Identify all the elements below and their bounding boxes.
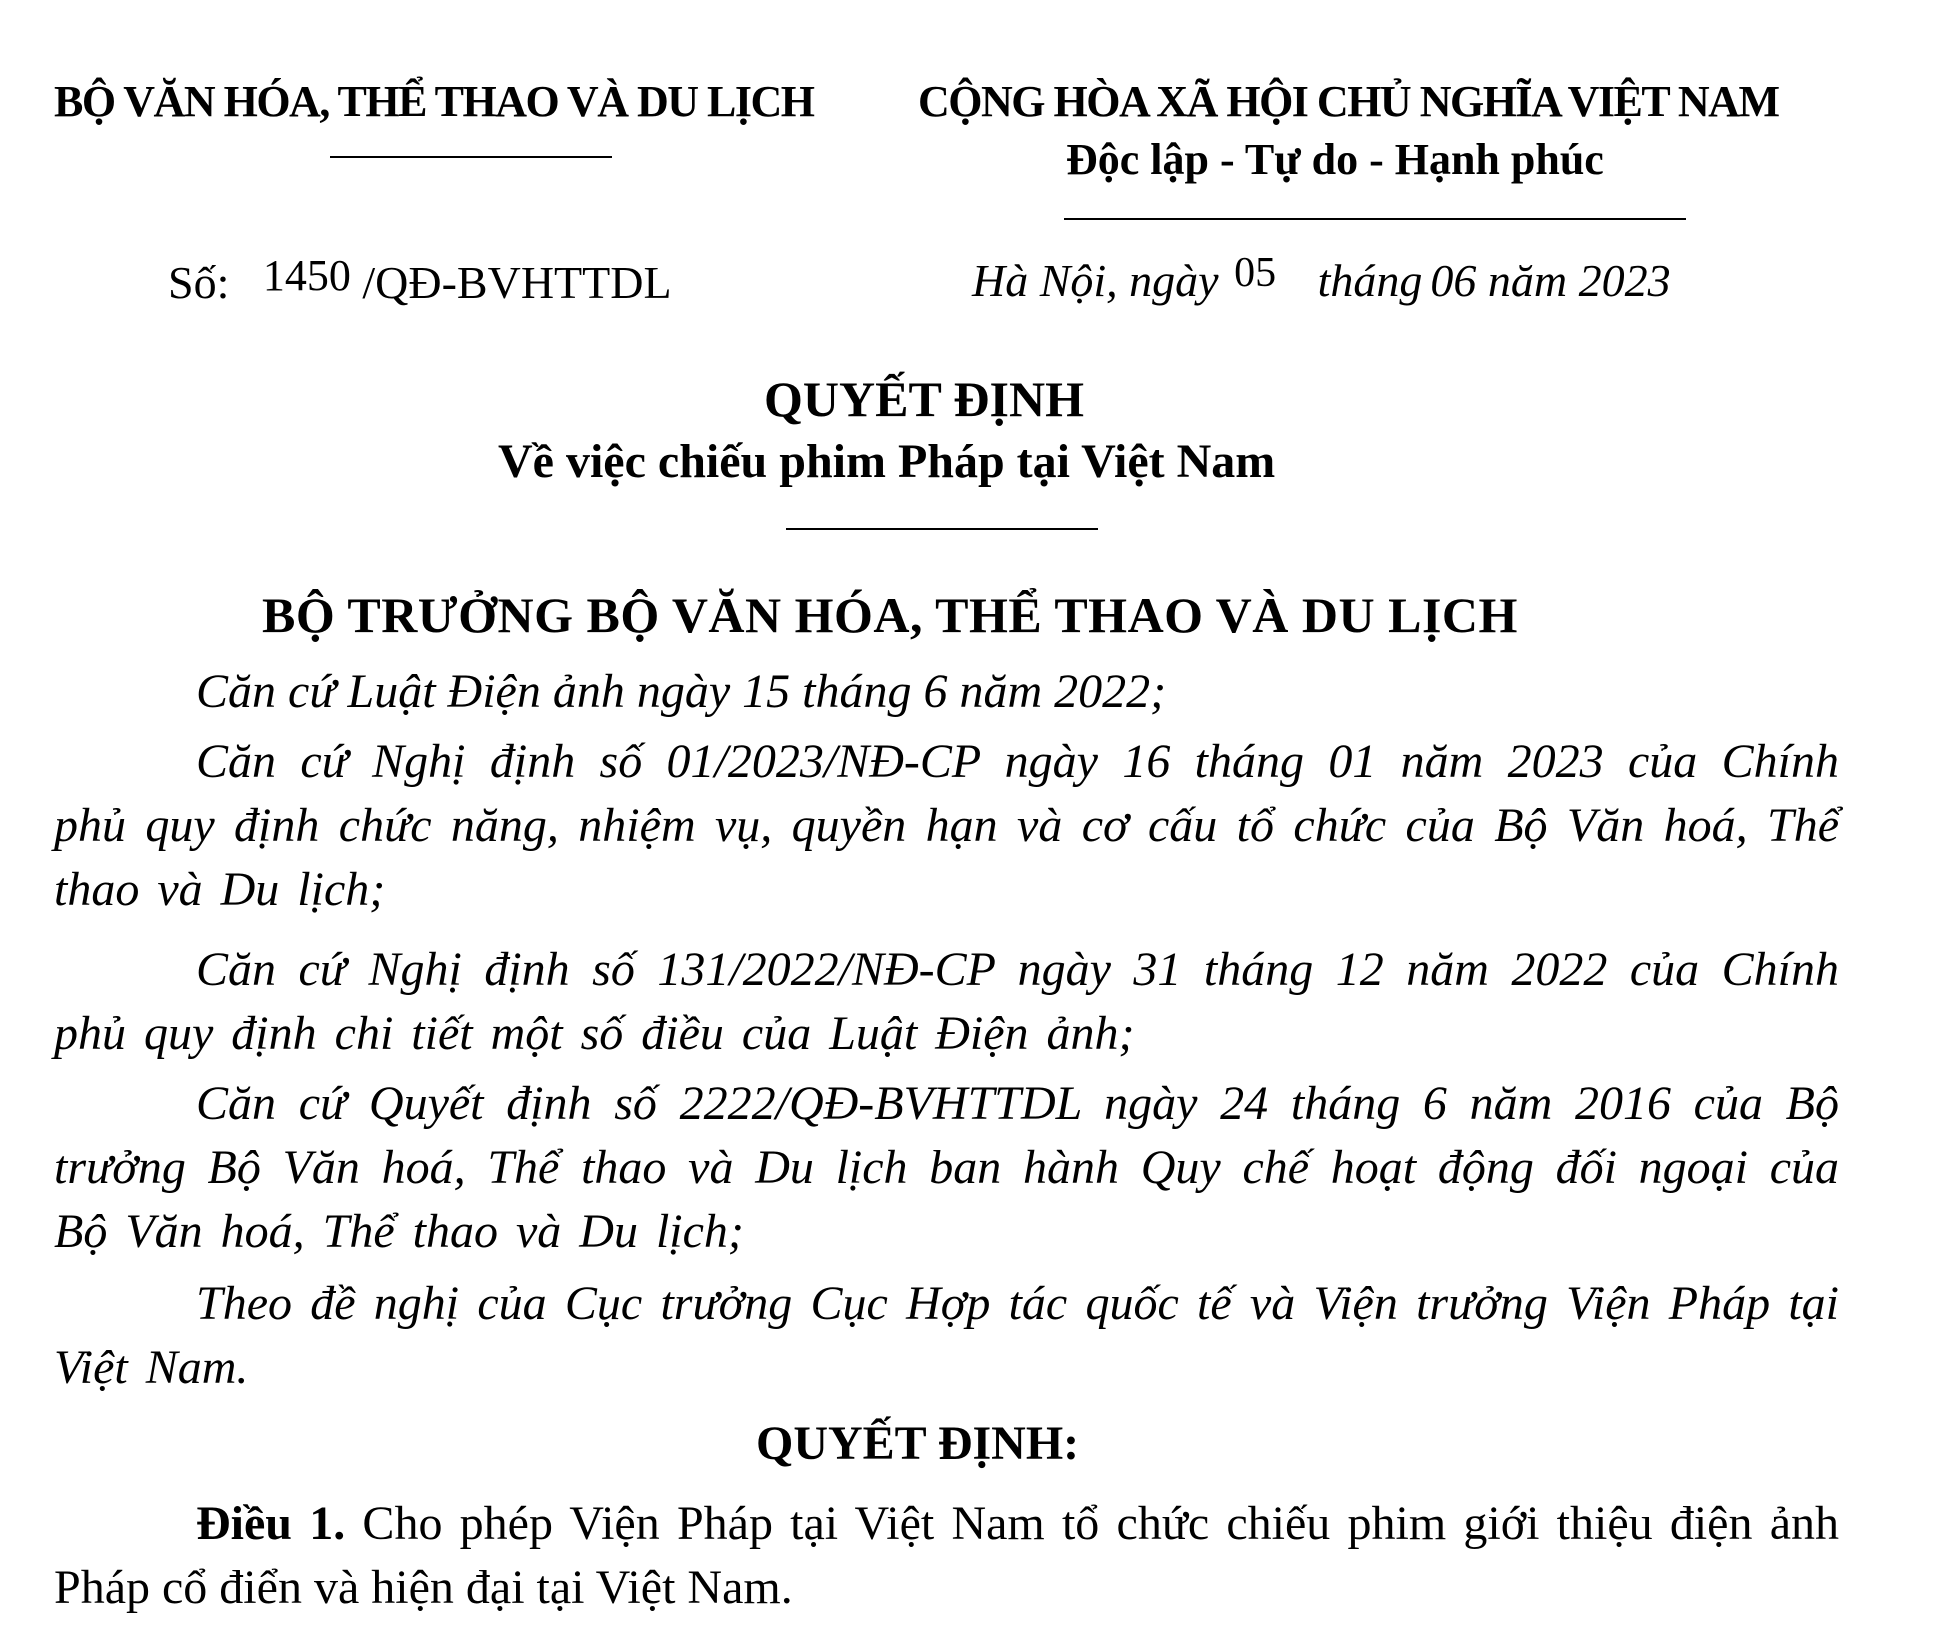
decision-title: QUYẾT ĐỊNH [764,371,1084,427]
date-month-label: tháng [1317,255,1423,306]
motto-underline [1064,218,1686,220]
date-day: 05 [1234,250,1277,296]
doc-number-prefix: Số: [168,257,230,308]
decision-subject: Về việc chiếu phim Pháp tại Việt Nam [498,435,1276,488]
issuing-authority: BỘ TRƯỞNG BỘ VĂN HÓA, THỂ THAO VÀ DU LỊCH [262,587,1518,643]
decision-heading: QUYẾT ĐỊNH: [756,1417,1080,1470]
date-month: 06 [1430,255,1477,306]
national-motto: Độc lập - Tự do - Hạnh phúc [1066,135,1604,184]
ministry-underline [330,156,612,158]
country-name: CỘNG HÒA XÃ HỘI CHỦ NGHĨA VIỆT NAM [918,77,1779,126]
legal-basis-3: Căn cứ Nghị định số 131/2022/NĐ-CP ngày 31 tháng 12 năm 2022 của Chính phủ quy định chi tiết một số điều của Luật Điện ảnh; [54,943,1839,1060]
article-1-label: Điều 1. [196,1497,346,1550]
legal-basis-4: Căn cứ Quyết định số 2222/QĐ-BVHTTDL ngày 24 tháng 6 năm 2016 của Bộ trưởng Bộ Văn hoá, Thể thao và Du lịch ban hành Quy chế hoạt động đối ngoại của Bộ Văn hoá, Thể thao và Du lịch; [54,1077,1839,1258]
date-year: năm 2023 [1487,255,1671,306]
document-date [972,250,1671,307]
ministry-name: BỘ VĂN HÓA, THỂ THAO VÀ DU LỊCH [54,77,814,126]
article-1 [54,1492,1839,1620]
doc-number-suffix: /QĐ-BVHTTDL [362,257,672,308]
article-1-text: Cho phép Viện Pháp tại Việt Nam tổ chức chiếu phim giới thiệu điện ảnh Pháp cổ điển và hiện đại tại Việt Nam. [54,1497,1839,1614]
date-prefix: Hà Nội, ngày [972,255,1219,306]
legal-basis-1: Căn cứ Luật Điện ảnh ngày 15 tháng 6 năm 2022; [196,665,1167,718]
document-number [168,251,672,309]
doc-number-value: 1450 [262,251,351,300]
legal-basis-2: Căn cứ Nghị định số 01/2023/NĐ-CP ngày 16 tháng 01 năm 2023 của Chính phủ quy định chức năng, nhiệm vụ, quyền hạn và cơ cấu tổ chức của Bộ Văn hoá, Thể thao và Du lịch; [54,735,1839,916]
title-underline [786,528,1098,530]
legal-basis-5: Theo đề nghị của Cục trưởng Cục Hợp tác quốc tế và Viện trưởng Viện Pháp tại Việt Nam. [54,1277,1839,1394]
